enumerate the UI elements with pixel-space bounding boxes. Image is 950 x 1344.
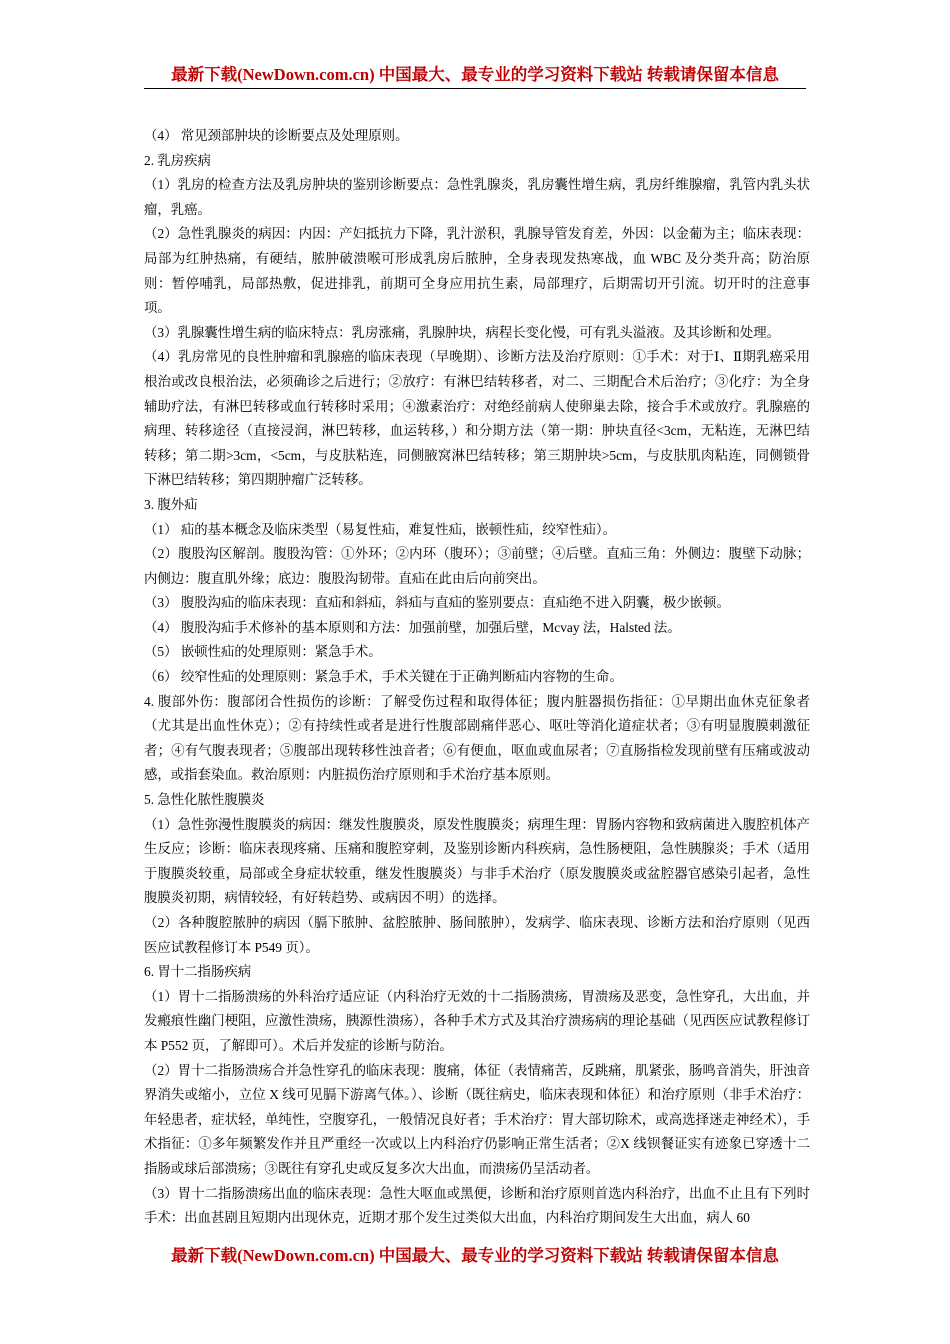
paragraph: （4） 常见颈部肿块的诊断要点及处理原则。 bbox=[144, 128, 409, 143]
footer-banner: 最新下载(NewDown.com.cn) 中国最大、最专业的学习资料下载站 转载请保留本信息 bbox=[171, 1246, 779, 1265]
paragraph: （1）胃十二指肠溃疡的外科治疗适应证（内科治疗无效的十二指肠溃疡，胃溃疡及恶变，急性穿孔，大出血，并发瘢痕性幽门梗阻，应激性溃疡，胰源性溃疡），各种手术方式及其治疗溃疡病的理论基础（见西医应试教程修订本 P552 页，了解即可）。术后并发症的诊断与防治。 bbox=[144, 988, 810, 1053]
paragraph: （1） 疝的基本概念及临床类型（易复性疝，难复性疝，嵌顿性疝，绞窄性疝）。 bbox=[144, 521, 617, 537]
paragraph: （4） 腹股沟疝手术修补的基本原则和方法：加强前壁，加强后壁，Mcvay 法，Halsted 法。 bbox=[144, 619, 681, 635]
header-banner: 最新下载(NewDown.com.cn) 中国最大、最专业的学习资料下载站 转载请保留本信息 bbox=[171, 65, 779, 84]
section-heading: 3. 腹外疝 bbox=[144, 496, 198, 512]
paragraph: （2）急性乳腺炎的病因：内因：产妇抵抗力下降，乳汁淤积，乳腺导管发育差，外因：以金葡为主；临床表现：局部为红肿热痛，有硬结，脓肿破溃喉可形成乳房后脓肿，全身表现发热寒战，血 WBC 及分类升高；防治原则：暂停哺乳，局部热敷，促进排乳，前期可全身应用抗生素，局部理疗，后期需切开引流。切开时的注意事项。 bbox=[144, 226, 810, 316]
paragraph: （4）乳房常见的良性肿瘤和乳腺癌的临床表现（早晚期）、诊断方法及治疗原则：①手术：对于Ⅰ、Ⅱ期乳癌采用根治或改良根治法，必须确诊之后进行；②放疗：有淋巴结转移者，对二、三期配合术后治疗；③化疗：为全身辅助疗法，有淋巴转移或血行转移时采用；④激素治疗：对绝经前病人使卵巢去除，接合手术或放疗。乳腺癌的病理、转移途径（直接浸润，淋巴转移，血运转移，）和分期方法（第一期：肿块直径<3cm，无粘连，无淋巴结转移；第二期>3cm，<5cm，与皮肤粘连，同侧腋窝淋巴结转移；第三期肿块>5cm，与皮肤肌肉粘连，同侧锁骨下淋巴结转移；第四期肿瘤广泛转移。 bbox=[144, 349, 810, 488]
header-divider bbox=[144, 88, 806, 89]
paragraph: （1）乳房的检查方法及乳房肿块的鉴别诊断要点：急性乳腺炎，乳房囊性增生病，乳房纤维腺瘤，乳管内乳头状瘤，乳癌。 bbox=[144, 177, 810, 217]
section-heading: 6. 胃十二指肠疾病 bbox=[144, 964, 252, 980]
paragraph: （5） 嵌顿性疝的处理原则：紧急手术。 bbox=[144, 644, 382, 660]
paragraph: （6） 绞窄性疝的处理原则：紧急手术，手术关键在于正确判断疝内容物的生命。 bbox=[144, 669, 623, 685]
section-heading: 5. 急性化脓性腹膜炎 bbox=[144, 792, 265, 808]
paragraph: （1）急性弥漫性腹膜炎的病因：继发性腹膜炎，原发性腹膜炎；病理生理：胃肠内容物和致病菌进入腹腔机体产生反应；诊断：临床表现疼痛、压痛和腹腔穿刺，及鉴别诊断内科疾病，急性肠梗阻，急性胰腺炎；手术（适用于腹膜炎较重，局部或全身症状较重，继发性腹膜炎）与非手术治疗（原发腹膜炎或盆腔器官感染引起者，急性腹膜炎初期，病情较轻，有好转趋势、或病因不明）的选择。 bbox=[144, 816, 810, 906]
section-paragraph: 4. 腹部外伤：腹部闭合性损伤的诊断：了解受伤过程和取得体征；腹内脏器损伤指征：①早期出血休克征象者（尤其是出血性休克）；②有持续性或者是进行性腹部剧痛伴恶心、呕吐等消化道症状者；③有明显腹膜刺激征者；④有气腹表现者；⑤腹部出现转移性浊音者；⑥有便血，呕血或血尿者；⑦直肠指检发现前壁有压痛或波动感，或指套染血。救治原则：内脏损伤治疗原则和手术治疗基本原则。 bbox=[144, 693, 810, 783]
paragraph: （3）胃十二指肠溃疡出血的临床表现：急性大呕血或黑便，诊断和治疗原则首选内科治疗，出血不止且有下列时手术：出血甚剧且短期内出现休克，近期才那个发生过类似大出血，内科治疗期间发生大出血，病人 60 bbox=[144, 1185, 810, 1226]
section-heading: 2. 乳房疾病 bbox=[144, 152, 211, 168]
document-body bbox=[144, 124, 810, 1231]
paragraph: （2）腹股沟区解剖。腹股沟管：①外环；②内环（腹环）；③前壁；④后壁。直疝三角：外侧边：腹壁下动脉；内侧边：腹直肌外缘；底边：腹股沟韧带。直疝在此由后向前突出。 bbox=[144, 546, 810, 586]
paragraph: （3） 腹股沟疝的临床表现：直疝和斜疝，斜疝与直疝的鉴别要点：直疝绝不进入阴囊，极少嵌顿。 bbox=[144, 595, 730, 611]
paragraph: （3）乳腺囊性增生病的临床特点：乳房涨痛，乳腺肿块，病程长变化慢，可有乳头溢液。及其诊断和处理。 bbox=[144, 324, 781, 340]
paragraph: （2）各种腹腔脓肿的病因（膈下脓肿、盆腔脓肿、肠间脓肿），发病学、临床表现、诊断方法和治疗原则（见西医应试教程修订本 P549 页）。 bbox=[144, 915, 810, 955]
paragraph: （2）胃十二指肠溃疡合并急性穿孔的临床表现：腹痛，体征（表情痛苦，反跳痛，肌紧张，肠鸣音消失，肝浊音界消失或缩小，立位 X 线可见膈下游离气体。）、诊断（既往病史，临床表现和体征）和治疗原则（非手术治疗：年轻患者，症状轻，单纯性，空腹穿孔，一般情况良好者；手术治疗：胃大部切除术，或高选择迷走神经术），手术指征：①多年频繁发作并且严重经一次或以上内科治疗仍影响正常生活者；②X 线钡餐证实有迹象已穿透十二指肠或球后部溃疡；③既往有穿孔史或反复多次大出血，而溃疡仍呈活动者。 bbox=[144, 1062, 810, 1176]
